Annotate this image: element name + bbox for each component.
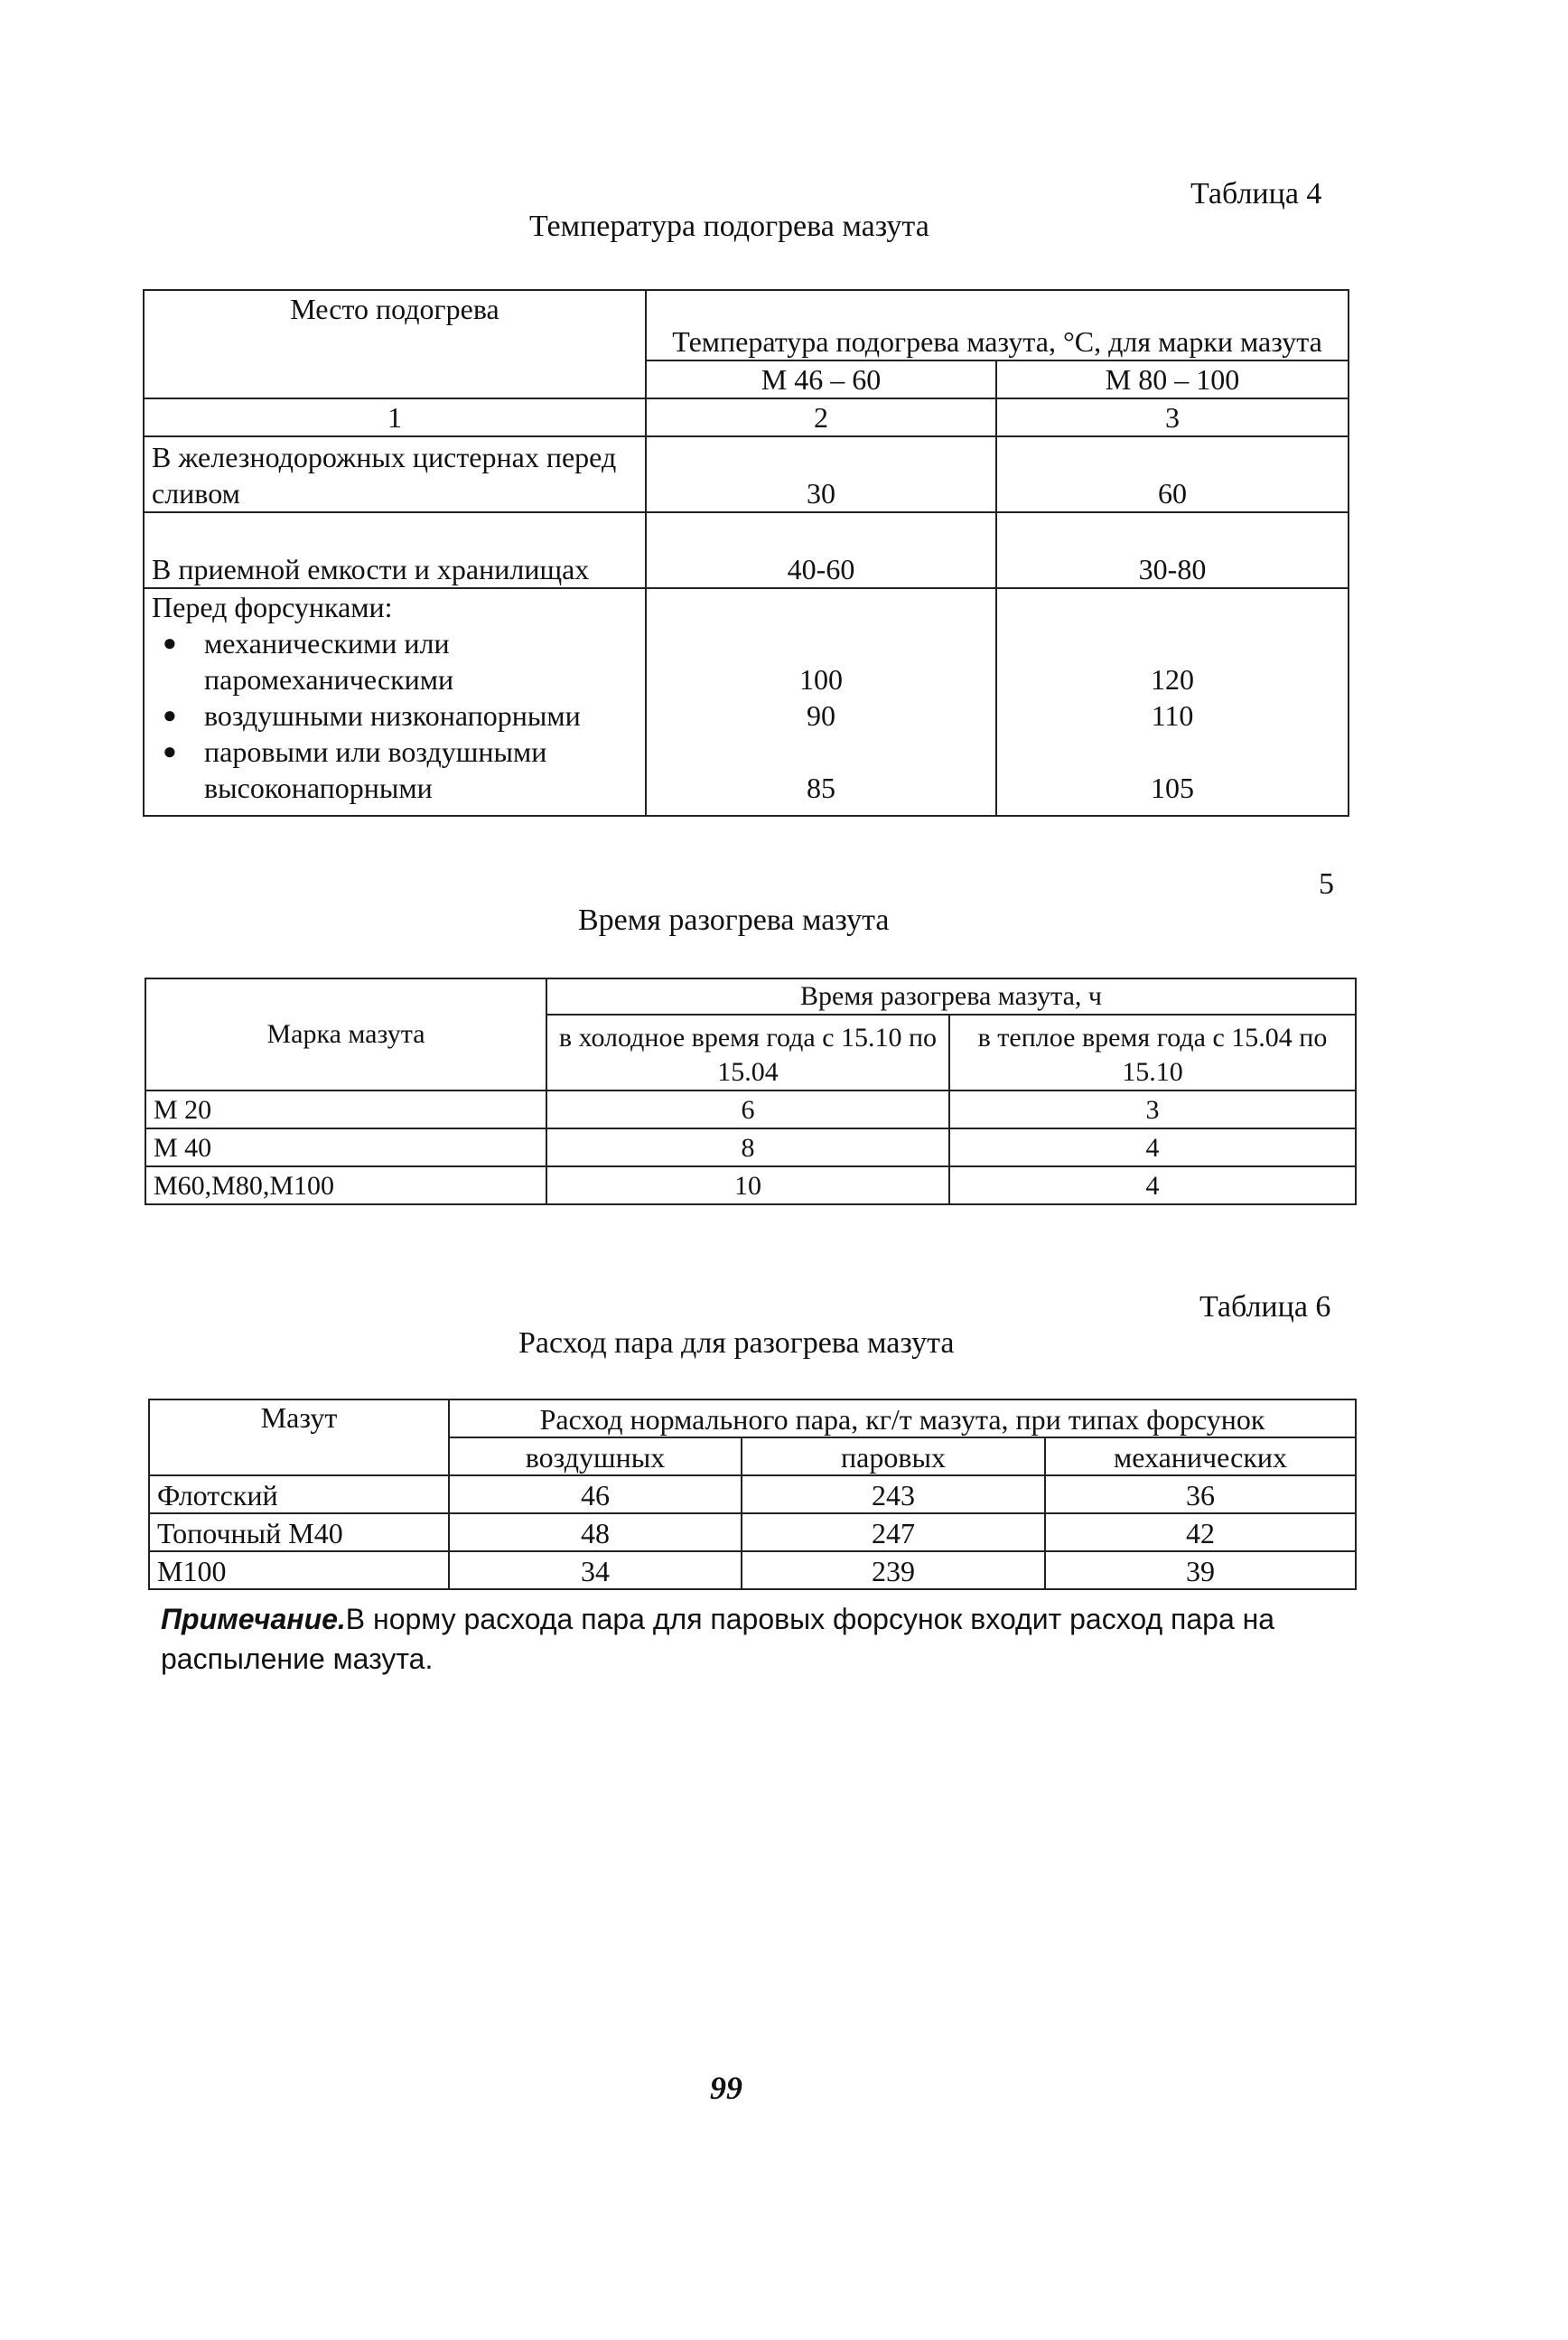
table4-nozzle-text: паровыми или воздушными высоконапорными (204, 735, 547, 804)
table6-row-steam: 239 (742, 1551, 1045, 1589)
table4-colnum: 3 (996, 398, 1349, 436)
note-label: Примечание. (161, 1603, 346, 1635)
table6-row-mech: 42 (1045, 1513, 1356, 1551)
table6 (148, 1399, 1357, 1590)
table5-row-grade: М60,М80,М100 (145, 1166, 546, 1204)
table4-head-grade2: М 80 – 100 (996, 360, 1349, 398)
table5-head-warm: в теплое время года с 15.04 по 15.10 (949, 1015, 1356, 1090)
table5-label: 5 (1319, 867, 1334, 901)
table4-title: Температура подогрева мазута (529, 210, 929, 243)
bullet-icon: ● (163, 630, 177, 656)
table4-nozzle-v2: 110 (1151, 699, 1194, 732)
table5-row-cold: 6 (546, 1090, 949, 1128)
table4-colnum: 2 (646, 398, 996, 436)
table5-row-warm: 4 (949, 1166, 1356, 1204)
table4-head-place: Место подогрева (144, 290, 646, 398)
page-number: 99 (710, 2070, 742, 2106)
table4-nozzle-v2: 105 (1151, 772, 1194, 804)
table5-row-cold: 8 (546, 1128, 949, 1166)
table4-row-v2: 60 (996, 436, 1349, 512)
table6-title: Расход пара для разогрева мазута (518, 1326, 955, 1360)
table6-note (161, 1599, 1335, 1679)
table6-head-air: воздушных (449, 1437, 742, 1475)
table4-nozzle-v1: 100 (799, 663, 843, 696)
table6-row-steam: 247 (742, 1513, 1045, 1551)
table6-head-fuel: Мазут (149, 1399, 449, 1475)
table4-nozzle-v1-cell (646, 588, 996, 816)
table4-nozzle-v2: 120 (1151, 663, 1194, 696)
table4-row-place: В приемной емкости и хранилищах (144, 512, 646, 588)
table6-row-air: 34 (449, 1551, 742, 1589)
table4-row-place: В железнодорожных цистернах перед сливом (144, 436, 646, 512)
table5-row-grade: М 20 (145, 1090, 546, 1128)
table4-nozzle-v1: 85 (807, 772, 835, 804)
table6-row-air: 46 (449, 1475, 742, 1513)
bullet-icon: ● (163, 738, 177, 764)
table4-row-v2: 30-80 (996, 512, 1349, 588)
table6-head-steam: паровых (742, 1437, 1045, 1475)
table6-row-fuel: Флотский (149, 1475, 449, 1513)
list-item (152, 697, 638, 734)
table5-head-grade: Марка мазута (145, 978, 546, 1090)
table4-row-v1: 40-60 (646, 512, 996, 588)
table6-row-fuel: М100 (149, 1551, 449, 1589)
table5-head-time: Время разогрева мазута, ч (546, 978, 1356, 1015)
table4-nozzle-text: воздушными низконапорными (204, 699, 581, 732)
note-text: В норму расхода пара для паровых форсунок входит расход пара на распыление мазута. (161, 1603, 1275, 1675)
table5-head-cold: в холодное время года с 15.10 по 15.04 (546, 1015, 949, 1090)
bullet-icon: ● (163, 702, 177, 728)
table6-label: Таблица 6 (1199, 1290, 1331, 1324)
table4-row-v1: 30 (646, 436, 996, 512)
table4-head-grade1: М 46 – 60 (646, 360, 996, 398)
table4-nozzle-v2-cell (996, 588, 1349, 816)
table5-row-warm: 3 (949, 1090, 1356, 1128)
list-item (152, 625, 638, 697)
table5-row-warm: 4 (949, 1128, 1356, 1166)
table4-nozzle-v1: 90 (807, 699, 835, 732)
table5-row-cold: 10 (546, 1166, 949, 1204)
table4-colnum: 1 (144, 398, 646, 436)
table4-nozzle-text: механическими или паромеханическими (204, 627, 454, 696)
table6-row-mech: 39 (1045, 1551, 1356, 1589)
table4-nozzles-cell (144, 588, 646, 816)
table4-head-temp: Температура подогрева мазута, °С, для марки мазута (646, 290, 1349, 360)
table6-head-flow: Расход нормального пара, кг/т мазута, при типах форсунок (449, 1399, 1356, 1437)
table4-nozzles-heading: Перед форсунками: (152, 591, 393, 623)
table6-row-mech: 36 (1045, 1475, 1356, 1513)
table5 (145, 978, 1357, 1205)
table6-row-air: 48 (449, 1513, 742, 1551)
table4 (143, 289, 1349, 817)
table5-title: Время разогрева мазута (578, 903, 890, 937)
table6-row-steam: 243 (742, 1475, 1045, 1513)
table4-label: Таблица 4 (1190, 177, 1322, 211)
list-item (152, 734, 638, 806)
table5-row-grade: М 40 (145, 1128, 546, 1166)
table6-head-mech: механических (1045, 1437, 1356, 1475)
table6-row-fuel: Топочный М40 (149, 1513, 449, 1551)
